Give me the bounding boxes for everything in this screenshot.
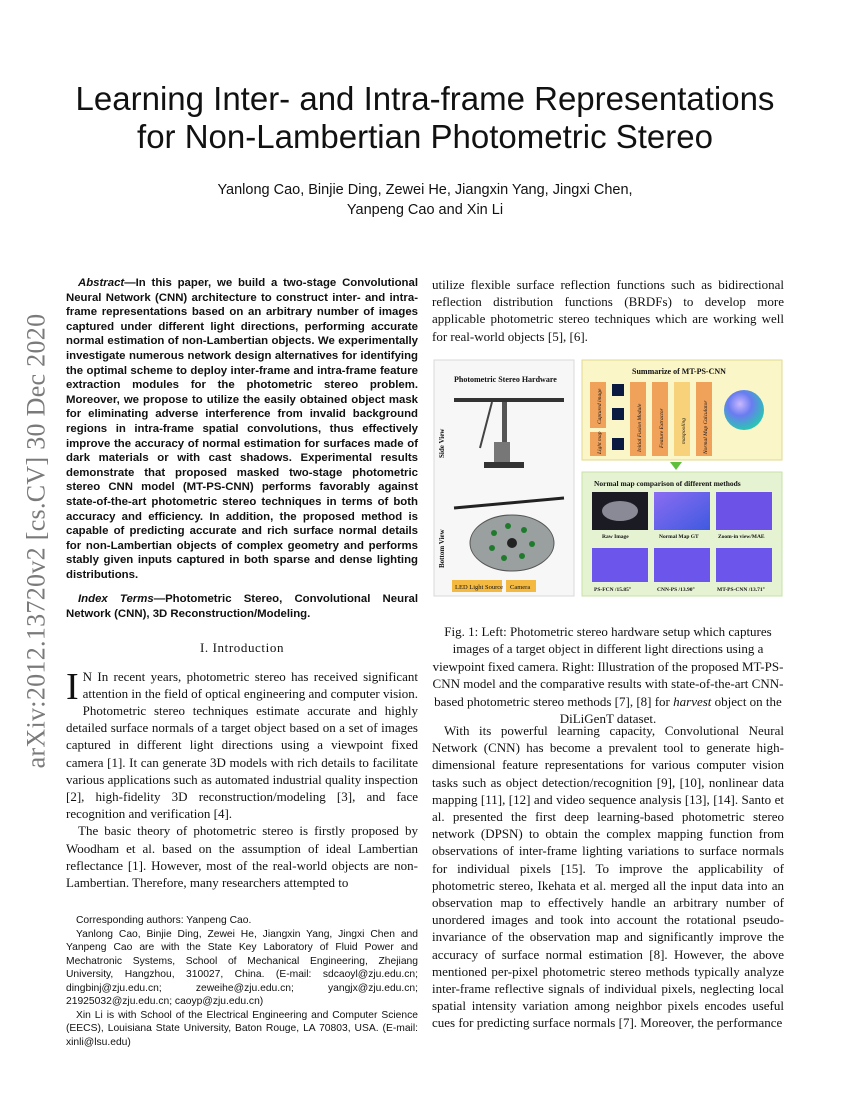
figure-1 [432, 358, 784, 598]
mtpscnn-thumb [716, 548, 772, 582]
normal-gt-label: Normal Map GT [659, 534, 699, 540]
section-heading-introduction: I. Introduction [199, 639, 285, 655]
footnote-affiliation-zju: Yanlong Cao, Binjie Ding, Zewei He, Jiangxin Yang, Jingxi Chen and Yanpeng Cao are with the State Key Laboratory of Fluid Power and Mechatronic Systems, School of Mechanical Engineering, Zhejiang University, Hangzhou, 310027, China. (E-mail: sdcaoyl@zju.edu.cn; dingbinj@zju.edu.cn; zeweihe@zju.edu.cn; yangjx@zju.edu.cn; 21925032@zju.edu.cn; caoyp@zju.edu.cn) [66, 928, 418, 1007]
caption-emphasis: harvest [673, 693, 712, 709]
input-thumb-2 [612, 408, 624, 420]
intro-paragraph-2: The basic theory of photometric stereo is firstly proposed by Woodham et al. based on the assumption of ideal Lambertian reflectance [1]. However, most of the real-world objects are non-Lambertian. Therefore, many researchers attempted to [66, 823, 418, 891]
led-light-source-label: LED Light Source [455, 584, 504, 591]
author-list [150, 180, 700, 220]
caption-text-before: Fig. 1: Left: Photometric stereo hardware setup which captures images of a target object in different light directions using a viewpoint fixed camera. Right: Illustration of the proposed MT-PS-CNN model and the comparative results with state-of-the-art CNN-based photometric stereo methods [7], [8] for [432, 624, 784, 709]
normal-sphere [724, 390, 764, 430]
authors-line-1: Yanlong Cao, Binjie Ding, Zewei He, Jiangxin Yang, Jingxi Chen, [217, 182, 633, 198]
right-body-paragraph: With its powerful learning capacity, Convolutional Neural Network (CNN) has become a prevalent tool to generate high-dimensional feature representations for various computer vision tasks such as object detection/recognition [9], [10], nonlinear data mapping [11], [12] and video sequence analysis [13], [14]. Santo et al. presented the first deep learning-based photometric stereo network (DPSN) to obtain the complex mapping function from observations of inter-frame lighting variations to surface normals for individual pixels [15]. To improve the applicability of photometric stereo, Ikehata et al. merged all the input data into an observation map to effectively handle an arbitrary number of unordered images and took into account the rotational pseudo-invariance of the observation map and significantly improve the accuracy of surface normal estimation [8]. However, the above mentioned per-pixel photometric stereo methods typically analyze inter-frame reflective signals of individual pixels, neglecting local spatial intensity variation among neighbor pixels encodes useful cues for predicting surface normals [7]. Moreover, the performance [432, 723, 784, 1031]
arxiv-identifier [21, 268, 50, 813]
captured-image-text: Captured image [597, 388, 603, 424]
light-map-text: Light map [597, 431, 603, 454]
footnote-affiliation-lsu: Xin Li is with School of the Electrical Engineering and Computer Science (EECS), Louisiana State University, Baton Rouge, LA 70803, USA. (E-mail: xinli@lsu.edu) [66, 1009, 418, 1048]
footnote-corresponding: Corresponding authors: Yanpeng Cao. [76, 915, 252, 926]
hardware-title: Photometric Stereo Hardware [454, 375, 557, 384]
paper-title [40, 80, 810, 156]
caption-text-after: object on the DiLiGenT dataset. [559, 693, 782, 727]
comparison-title: Normal map comparison of different methods [594, 479, 741, 488]
cnnps-thumb [654, 548, 710, 582]
raw-image-label: Raw Image [602, 534, 629, 540]
psfcn-thumb [592, 548, 648, 582]
pool-text: maxpooling [681, 418, 687, 444]
extractor-text: Feature Extractor [659, 408, 665, 448]
intro-paragraph-1 [66, 665, 418, 823]
fusion-text: Initial Fusion Module [637, 403, 643, 452]
mtpscnn-label: MT-PS-CNN /13.71° [717, 587, 765, 593]
input-thumb-1 [612, 384, 624, 396]
camera-label: Camera [510, 584, 531, 591]
input-thumb-3 [612, 438, 624, 450]
summary-title: Summarize of MT-PS-CNN [632, 367, 726, 376]
bottom-view-label: Bottom View [438, 529, 446, 568]
down-arrow-icon [670, 462, 682, 470]
side-view-label: Side View [438, 428, 446, 458]
raw-object-shape [602, 501, 638, 521]
abstract [66, 276, 418, 582]
index-terms [66, 592, 418, 621]
abstract-text: —In this paper, we build a two-stage Convolutional Neural Network (CNN) architecture to construct inter- and intra-frame representations based on an arbitrary number of images captured under different light directions, performing accurate normal estimation of non-Lambertian objects. We experimentally investigate numerous network design alternatives for identifying the optimal scheme to deploy inter-frame and intra-frame feature extraction modules for the photometric stereo problem. Moreover, we propose to utilize the easily obtained object mask for eliminating adverse interference from invalid background regions in intra-frame spatial convolutions, thus effectively improve the accuracy of normal estimation for surfaces made of dark materials or with cast shadows. Experimental results demonstrate that proposed masked two-stage photometric stereo CNN model (MT-PS-CNN) performs favorably against state-of-the-art photometric stereo techniques in terms of both accuracy and efficiency. In addition, the proposed method is capable of predicting accurate and rich surface normal details for non-Lambertian objects of complex geometry and performs stably given inputs captured in both sparse and dense lighting distributions. [66, 277, 418, 581]
zoom-view-label: Zoom-in view/MAE [718, 534, 765, 540]
figure-1-graphic [432, 358, 784, 598]
normal-calc-text: Normal Map Calculator [703, 400, 709, 454]
cnnps-label: CNN-PS /13.90° [657, 587, 695, 593]
psfcn-label: PS-FCN /15.85° [594, 587, 632, 593]
arxiv-id-text: arXiv:2012.13720v2 [cs.CV] 30 Dec 2020 [21, 313, 50, 768]
index-terms-text: —Photometric Stereo, Convolutional Neural Network (CNN), 3D Reconstruction/Modeling. [66, 593, 418, 621]
intro-p1-text: N In recent years, photometric stereo has received significant attention in the field of optical engineering and computer vision. Photometric stereo techniques estimate accurate and highly detailed surface normals of a target object based on a set of images captured in different light directions using a viewpoint fixed camera [1]. It can generate 3D models with rich details to facilitate various applications such as automated industrial quality inspection [2], high-fidelity 3D reconstruction/modeling [3], and face recognition and verification [4]. [66, 668, 418, 822]
figure-1-caption [432, 623, 784, 727]
right-intro-continuation: utilize flexible surface reflection functions such as bidirectional reflection distribution functions (BRDFs) to develop more applicable photometric stereo techniques which are working well for real-world objects [5], [6]. [432, 277, 784, 344]
normal-gt-thumb [654, 492, 710, 530]
title-line-1: Learning Inter- and Intra-frame Representations [75, 80, 775, 117]
index-terms-label: Index Terms [78, 593, 154, 606]
abstract-label: Abstract [78, 277, 125, 289]
drop-cap: I [66, 665, 79, 708]
title-line-2: for Non-Lambertian Photometric Stereo [137, 118, 713, 155]
authors-line-2: Yanpeng Cao and Xin Li [346, 202, 504, 218]
footnotes [66, 914, 418, 1049]
left-column [66, 276, 418, 891]
zoom-view-thumb [716, 492, 772, 530]
